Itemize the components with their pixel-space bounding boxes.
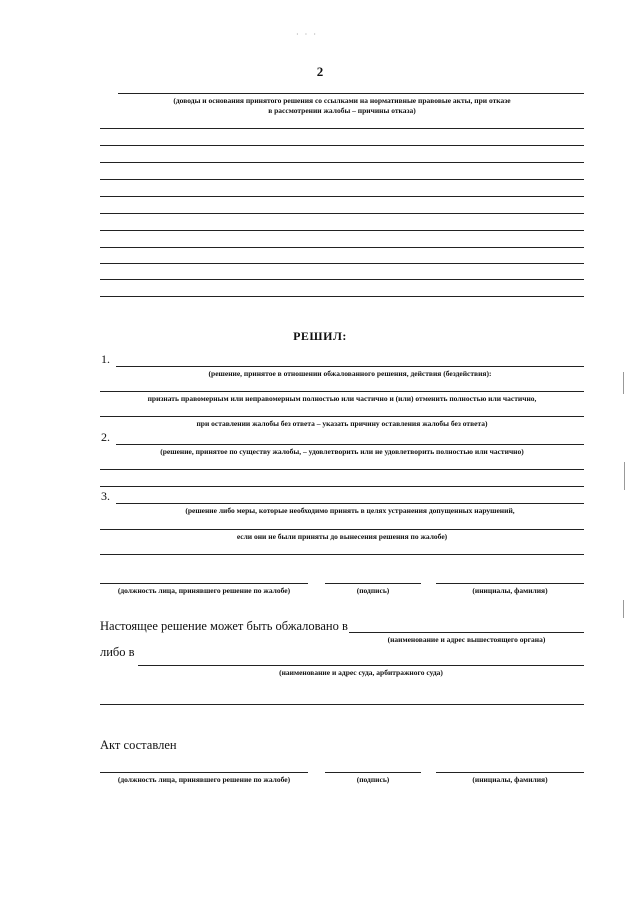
position-line-2[interactable] <box>100 772 308 773</box>
blank-line[interactable] <box>100 162 584 163</box>
blank-line[interactable] <box>100 554 584 555</box>
caption-arguments-1: (доводы и основания принятого решения со ссылками на нормативные правовые акты, при отказе <box>173 96 511 105</box>
name-caption-2: (инициалы, фамилия) <box>472 775 548 784</box>
court-line[interactable] <box>138 665 584 666</box>
item-1-number: 1. <box>101 352 110 366</box>
blank-line[interactable] <box>100 213 584 214</box>
blank-line[interactable] <box>100 196 584 197</box>
signature-caption: (подпись) <box>356 586 390 595</box>
blank-line[interactable] <box>100 279 584 280</box>
scan-mark <box>623 600 624 618</box>
scan-mark <box>623 372 624 394</box>
item-3-line[interactable] <box>116 503 584 504</box>
court-caption: (наименование и адрес суда, арбитражного суда) <box>279 668 443 677</box>
blank-line[interactable] <box>100 128 584 129</box>
name-line-2[interactable] <box>436 772 584 773</box>
item-2-caption-1: (решение, принятое по существу жалобы, – удовлетворить или не удовлетворить полностью или частично) <box>160 447 524 456</box>
blank-line[interactable] <box>100 230 584 231</box>
scan-mark <box>624 462 625 490</box>
blank-line[interactable] <box>100 704 584 705</box>
name-line[interactable] <box>436 583 584 584</box>
signature-line[interactable] <box>325 583 421 584</box>
item-2-number: 2. <box>101 430 110 444</box>
blank-line[interactable] <box>100 179 584 180</box>
appeal-line[interactable] <box>349 632 584 633</box>
top-marks: · · · <box>296 30 318 39</box>
item-3-caption-1: (решение либо меры, которые необходимо принять в целях устранения допущенных нарушений, <box>185 506 515 515</box>
item-1-line-2[interactable] <box>100 391 584 392</box>
or-text: либо в <box>100 645 135 659</box>
signature-caption-2: (подпись) <box>356 775 390 784</box>
item-1-caption-2: признать правомерным или неправомерным полностью или частично и (или) отменить полностью или частично, <box>147 394 537 403</box>
signature-line-2[interactable] <box>325 772 421 773</box>
position-line[interactable] <box>100 583 308 584</box>
name-caption: (инициалы, фамилия) <box>472 586 548 595</box>
act-text: Акт составлен <box>100 738 177 752</box>
caption-arguments-2: в рассмотрении жалобы – причины отказа) <box>268 106 416 115</box>
blank-line[interactable] <box>100 296 584 297</box>
page-number: 2 <box>316 64 324 79</box>
blank-line[interactable] <box>100 263 584 264</box>
item-3-caption-2: если они не были приняты до вынесения решения по жалобе) <box>236 532 448 541</box>
item-1-caption-1: (решение, принятое в отношении обжалованного решения, действия (бездействия): <box>208 369 492 378</box>
item-3-number: 3. <box>101 489 110 503</box>
item-3-line-2[interactable] <box>100 529 584 530</box>
blank-line[interactable] <box>100 469 584 470</box>
position-caption-2: (должность лица, принявшего решение по жалобе) <box>117 775 291 784</box>
position-caption: (должность лица, принявшего решение по жалобе) <box>117 586 291 595</box>
item-1-line[interactable] <box>116 366 584 367</box>
item-2-line[interactable] <box>116 444 584 445</box>
appeal-text: Настоящее решение может быть обжаловано в <box>100 619 348 633</box>
arguments-line[interactable] <box>118 93 584 94</box>
blank-line[interactable] <box>100 247 584 248</box>
blank-line[interactable] <box>100 145 584 146</box>
item-1-line-3[interactable] <box>100 416 584 417</box>
heading-reshil: РЕШИЛ: <box>293 329 347 343</box>
blank-line[interactable] <box>100 486 584 487</box>
item-1-caption-3: при оставлении жалобы без ответа – указать причину оставления жалобы без ответа) <box>196 419 488 428</box>
appeal-caption: (наименование и адрес вышестоящего органа) <box>387 635 546 644</box>
